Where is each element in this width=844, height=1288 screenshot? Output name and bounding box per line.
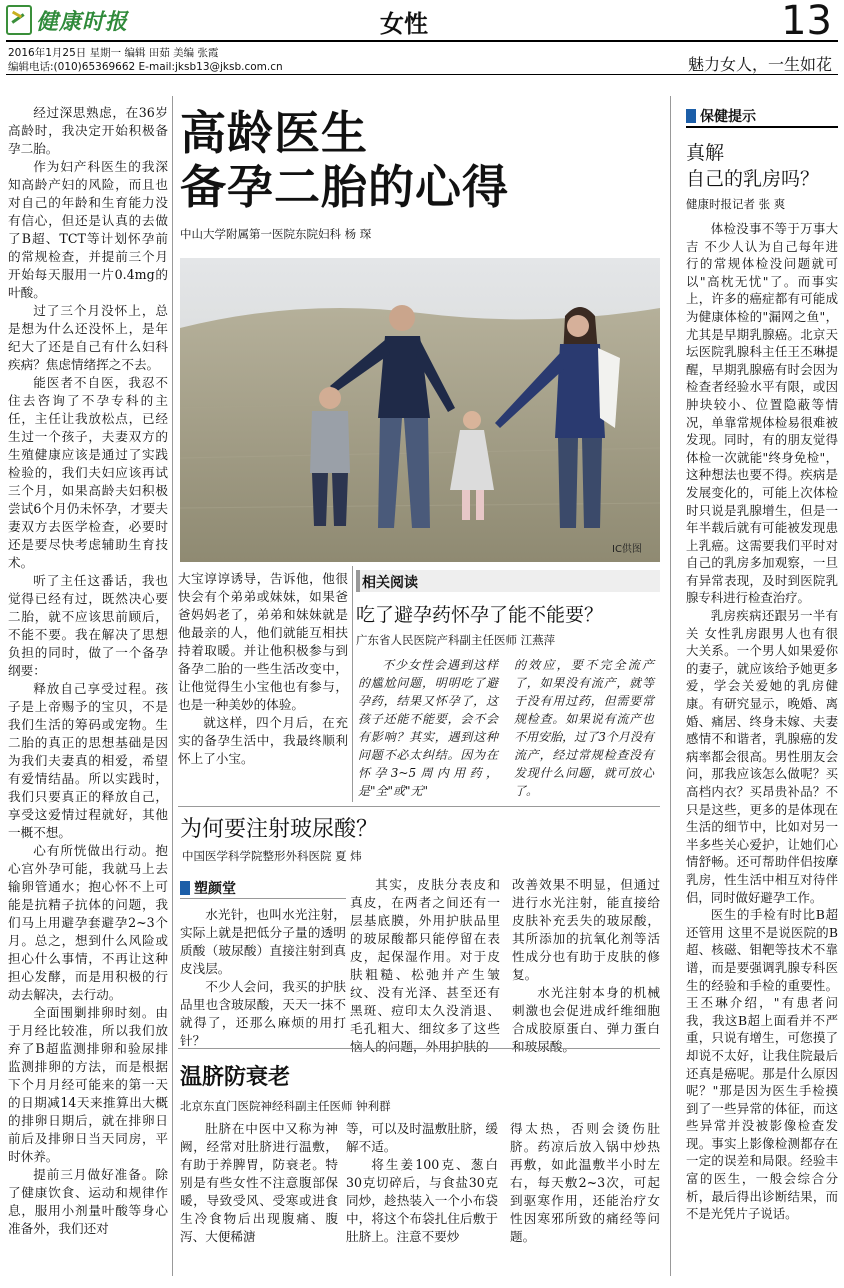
main-article-col2 <box>178 570 348 768</box>
paragraph: 得太热，否则会烫伤肚脐。药凉后放入锅中炒热再敷，如此温敷半小时左右，每天敷2~3次，可起到驱寒作用，还能治疗女性因寒邪所致的痛经等问题。 <box>510 1121 660 1244</box>
logo-icon <box>6 5 32 35</box>
section-divider <box>178 1048 660 1049</box>
paragraph: 的效应，要不完全流产了，如果没有流产，就等于没有用过药，但需要常规检查。如果说有流产也不用安胎，过了3个月没有流产，经过常规检查没有发现什么问题，就可放心了。 <box>514 658 654 798</box>
paragraph: 听了主任这番话，我也觉得已经有过，既然决心要二胎，就不应该思前顾后，不能不要。我在解决了思想负担的同时，做了一个备孕纲要： <box>8 573 168 678</box>
navel-col2 <box>346 1120 498 1246</box>
paragraph: 心有所恍做出行动。抱心宫外孕可能，我就马上去输卵管通水；抱心怀不上可能是抗精子抗体的问题，我们马上用避孕套避孕2~3个月。总之，想到什么风险或担心什么事情，不再让这种担心发酵，而是用积极的行动去解决，去行动。 <box>8 843 168 1002</box>
paragraph: 提前三月做好准备。除了健康饮食、运动和规律作息，服用小剂量叶酸等身心准备外，我们还对 <box>8 1167 168 1236</box>
label-square-icon <box>686 109 696 123</box>
photo-credit: IC供图 <box>612 544 642 555</box>
label-square-icon <box>180 881 190 895</box>
paragraph: 体检没事不等于万事大吉 不少人认为自己每年进行的常规体检没问题就可以"高枕无忧"了。而事实上，许多的癌症都有可能成为健康体检的"漏网之鱼"，尤其是早期乳腺癌。北京天坛医院乳腺科主任王丕琳提醒，早期乳腺癌有时会因为检查者经验水平有限，或因肿块较小、位置隐蔽等情况，单靠常规体检易很难被发现。同时，有的朋友觉得体检一次就能"终身免检"，这种想法也要不得。疾病是发展变化的，可能上次体检时只说是乳腺增生，但是一年半载后就有可能被发现患上乳癌。这需要我们平时对自己的乳房多加观察，一旦有异常表现，及时到医院乳腺专科进行检查治疗。 <box>686 221 838 606</box>
section-divider <box>178 806 660 807</box>
health-label-text: 保健提示 <box>700 109 756 125</box>
top-rule <box>6 40 838 42</box>
health-title <box>686 140 819 192</box>
section-title: 女性 <box>380 10 428 38</box>
paragraph: 等，可以及时温敷肚脐，缓解不适。 <box>346 1121 498 1154</box>
headline-line2: 备孕二胎的心得 <box>180 160 509 214</box>
navel-col1 <box>180 1120 338 1246</box>
paragraph: 不少人会问，我买的护肤品里也含玻尿酸，天天一抹不就得了，还那么麻烦的用打针？ <box>180 979 346 1048</box>
logo-text: 健康时报 <box>36 8 129 35</box>
health-body <box>686 220 838 1223</box>
paragraph: 水光注射本身的机械刺激也会促进成纤维细胞合成胶原蛋白、弹力蛋白和玻尿酸。 <box>512 985 660 1054</box>
column-divider <box>670 96 671 1276</box>
date-line: 2016年1月25日 星期一 编辑 田茹 美编 张霞 <box>8 47 219 59</box>
contact-line: 编辑电话:(010)65369662 E-mail:jksb13@jksb.com.cn <box>8 61 283 73</box>
health-byline: 健康时报记者 张 爽 <box>686 197 786 211</box>
header-rule <box>6 74 838 75</box>
health-title-line1: 真解 <box>686 142 725 164</box>
paragraph: 其实，皮肤分表皮和真皮，在两者之间还有一层基底膜，外用护肤品里的玻尿酸都只能停留在表皮，起保湿作用。对于皮肤粗糙、松弛并产生皱纹、没有光泽、甚至还有黑斑、痘印太久没消退、毛孔粗大、细纹多了这些恼人的问题，外用护肤的 <box>350 877 500 1054</box>
main-article-col1 <box>8 104 168 1238</box>
related-title: 吃了避孕药怀孕了能不能要？ <box>356 604 604 626</box>
beauty-byline: 中国医学科学院整形外科医院 夏 炜 <box>182 849 362 863</box>
paragraph: 过了三个月没怀上，总是想为什么还没怀上，是年纪大了还是自己有什么妇科疾病？焦虑情绪挥之不去。 <box>8 303 168 372</box>
navel-col3 <box>510 1120 660 1246</box>
related-byline: 广东省人民医院产科副主任医师 江燕萍 <box>356 633 556 647</box>
paragraph: 作为妇产科医生的我深知高龄产妇的风险，而且也对自己的年龄和生育能力没有信心，但还是认真的去做了B超、TCT等计划怀孕前的常规检查，并提前三个月开始每天服用一片0.4mg的叶酸。 <box>8 159 168 300</box>
paragraph: 将生姜100克、葱白30克切碎后，与食盐30克同炒，趁热装入一个小布袋中，将这个布袋扎住后敷于肚脐上。注意不要炒 <box>346 1157 498 1244</box>
beauty-title: 为何要注射玻尿酸？ <box>180 817 379 842</box>
paragraph: 乳房疾病还跟另一半有关 女性乳房跟男人也有很大关系。一个男人如果爱你的妻子，就应该给予她更多爱，学会关爱她的乳房健康。有研究显示，晚婚、离婚、痛居、终身未嫁、夫妻感情不和谐者，乳腺癌的发病率都会很高。男性朋友会问，那我应该怎么做呢？买高档内衣？买昂贵补品？不只是这些，更多的是体现在生活的细节中，比如对另一半多些关心爱护，让她们心情舒畅。还可帮助伴侣按摩乳房，性生活中相互对待伴侣，同时做好避孕工作。 <box>686 608 838 905</box>
paragraph: 全面围剿排卵时刻。由于月经比较准，所以我们放弃了B超监测排卵和验尿排监测排卵的方法，而是根据下个月月经可能来的第一天的日期减14天来推算出大概的排卵日期后，就在排卵日前后及排卵日当天同房，平时休养。 <box>8 1005 168 1164</box>
navel-byline: 北京东直门医院神经科副主任医师 钟利群 <box>180 1099 391 1113</box>
navel-title: 温脐防衰老 <box>180 1065 291 1090</box>
page-number: 13 <box>781 0 832 44</box>
main-byline: 中山大学附属第一医院东院妇科 杨 琛 <box>180 227 372 241</box>
paragraph: 不少女性会遇到这样的尴尬问题，明明吃了避孕药，结果又怀孕了，这孩子还能不能要，会不会有影响？其实，遇到这种问题不必太纠结。因为在怀孕3~5周内用药，是"全"或"无" <box>358 658 498 798</box>
headline-line1: 高龄医生 <box>180 106 368 160</box>
main-headline <box>180 106 509 214</box>
paragraph: 肚脐在中医中又称为神阙，经常对肚脐进行温敷，有助于养脾胃，防衰老。特别是有些女性不注意腹部保暖，导致受风、受寒或进食生冷食物后出现腹痛、腹泻、大便稀溏 <box>180 1121 338 1244</box>
beauty-col3 <box>512 876 660 1056</box>
slogan: 魅力女人，一生如花 <box>687 55 832 74</box>
column-divider <box>352 566 353 802</box>
paragraph: 水光针，也叫水光注射，实际上就是把低分子量的透明质酸（玻尿酸）直接注射到真皮浅层。 <box>180 907 346 976</box>
paragraph: 就这样，四个月后，在充实的备孕生活中，我最终顺利怀上了小宝。 <box>178 715 348 766</box>
beauty-label <box>180 878 236 898</box>
health-label <box>686 106 756 126</box>
related-col1 <box>358 656 498 800</box>
paragraph: 大宝谆谆诱导，告诉他，他很快会有个弟弟或妹妹，如果爸爸妈妈老了，弟弟和妹妹就是他最亲的人，他们就能互相扶持着取暖。并让他积极参与到备孕二胎的一些生活改变中，让他觉得生小宝他也有参与，也是一种美妙的体验。 <box>178 571 348 712</box>
family-photo-image <box>180 258 660 562</box>
beauty-col1 <box>180 906 346 1050</box>
family-photo <box>180 258 660 562</box>
related-label: 相关阅读 <box>362 575 418 591</box>
beauty-label-text: 塑颜堂 <box>194 881 236 897</box>
health-title-line2: 自己的乳房吗？ <box>686 168 820 190</box>
paragraph: 医生的手检有时比B超还管用 这里不是说医院的B超、核磁、钼靶等技术不靠谱，而是要强调乳腺专科医生的经验和手检的重要性。王丕琳介绍，"有患者问我，我这B超上面看并不严重，只说有增生，可您摸了却说不太好，让我住院最后还真是癌呢。那是什么原因呢？"那是因为医生手检摸到了一些异常的体征，而这些异常并没被影像检查发现。事实上影像检测都存在一定的误差和局限。经验丰富的医生，一般会综合分析，最后得出诊断结果，而不是光凭片子说话。 <box>686 907 838 1222</box>
column-divider <box>172 96 173 1276</box>
paragraph: 经过深思熟虑，在36岁高龄时，我决定开始积极备孕二胎。 <box>8 105 168 156</box>
related-col2 <box>514 656 654 800</box>
paragraph: 改善效果不明显，但通过进行水光注射，能直接给皮肤补充丢失的玻尿酸，其所添加的抗氧化剂等活性成分也有助于皮肤的修复。 <box>512 877 660 982</box>
beauty-col2 <box>350 876 500 1056</box>
label-underline <box>686 126 838 128</box>
label-underline <box>180 898 346 899</box>
masthead-meta <box>8 46 283 74</box>
newspaper-logo <box>6 2 156 38</box>
paragraph: 释放自己享受过程。孩子是上帝赐予的宝贝，不是我们生活的筹码或宠物。生二胎的真正的思想基础是因为我们夫妻真的相爱，希望有爱情结晶。所以实践时，我们只要真正的释放自己，享受这爱情过程就好，其他一概不想。 <box>8 681 168 840</box>
paragraph: 能医者不自医，我忍不住去咨询了不孕专科的主任，主任让我放松点，已经生过一个孩子，夫妻双方的生殖健康应该是通过了实践检验的，我们夫妇应该再试三个月，如果高龄夫妇积极尝试6个月仍未怀孕，才要夫妻双方去医学检查，必要时还是要尽快考虑辅助生育技术。 <box>8 375 168 570</box>
